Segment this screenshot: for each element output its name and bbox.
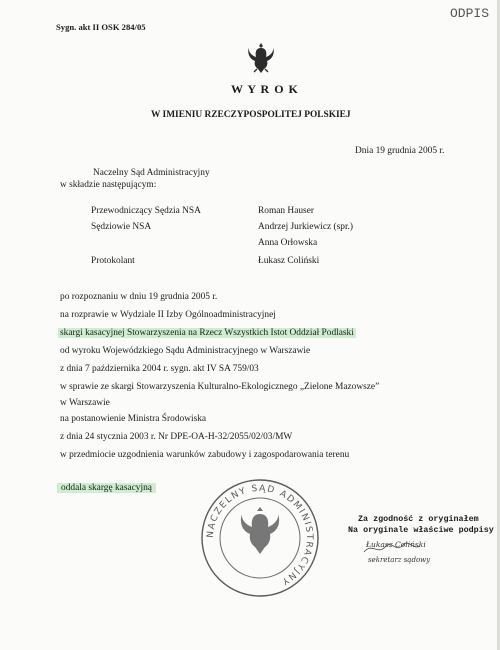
certification-line-2: Na oryginale właściwe podpisy xyxy=(348,525,494,535)
body-line: w Warszawie xyxy=(60,398,110,408)
judge-name-2: Anna Orłowska xyxy=(258,238,318,248)
eagle-emblem-icon xyxy=(246,40,276,74)
court-composition-intro: w składzie następującym: xyxy=(60,180,157,190)
verdict-text: oddala skargę kasacyjną xyxy=(57,483,156,493)
case-number: Sygn. akt II OSK 284/05 xyxy=(56,22,146,32)
body-line: z dnia 24 stycznia 2003 r. Nr DPE-OA-H-32/2055/02/03/MW xyxy=(60,432,293,442)
presiding-judge-role: Przewodniczący Sędzia NSA xyxy=(91,206,201,216)
court-name: Naczelny Sąd Administracyjny xyxy=(93,168,210,178)
signature-scribble-icon xyxy=(362,538,422,558)
clerk-role: Protokolant xyxy=(91,256,135,266)
body-line: od wyroku Wojewódzkiego Sądu Administracyjnego w Warszawie xyxy=(60,346,311,356)
judge-name-1: Andrzej Jurkiewicz (spr.) xyxy=(258,222,354,232)
judges-role: Sędziowie NSA xyxy=(91,222,152,232)
body-line: w przedmiocie uzgodnienia warunków zabudowy i zagospodarowania terenu xyxy=(60,450,350,460)
body-line: na rozprawie w Wydziale II Izby Ogólnoadministracyjnej xyxy=(60,310,276,320)
body-line: na postanowienie Ministra Środowiska xyxy=(60,414,207,424)
body-line: po rozpoznaniu w dniu 19 grudnia 2005 r. xyxy=(60,292,218,302)
seal-ring-text: NACZELNY SĄD ADMINISTRACYJNY xyxy=(205,483,315,587)
signature-role: sekretarz sądowy xyxy=(368,556,431,564)
body-line: w sprawie ze skargi Stowarzyszenia Kulturalno-Ekologicznego „Zielone Mazowsze” xyxy=(60,382,380,392)
certification-line-1: Za zgodność z oryginałem xyxy=(358,514,479,524)
presiding-judge-name: Roman Hauser xyxy=(258,206,314,216)
document-subtitle: W IMIENIU RZECZYPOSPOLITEJ POLSKIEJ xyxy=(151,110,351,120)
clerk-name: Łukasz Coliński xyxy=(258,256,320,266)
body-line: z dnia 7 października 2004 r. sygn. akt IV SA 759/03 xyxy=(60,364,259,374)
document-title: W Y R O K xyxy=(231,82,299,96)
body-line-highlighted: skargi kasacyjnej Stowarzyszenia na Rzecz Wszystkich Istot Oddział Podlaski xyxy=(60,328,354,338)
court-seal-icon xyxy=(196,474,324,602)
corner-mark: ODPIS xyxy=(450,6,490,21)
signature-name: Łukasz Coliński xyxy=(366,540,426,549)
judgment-date: Dnia 19 grudnia 2005 r. xyxy=(355,146,445,156)
